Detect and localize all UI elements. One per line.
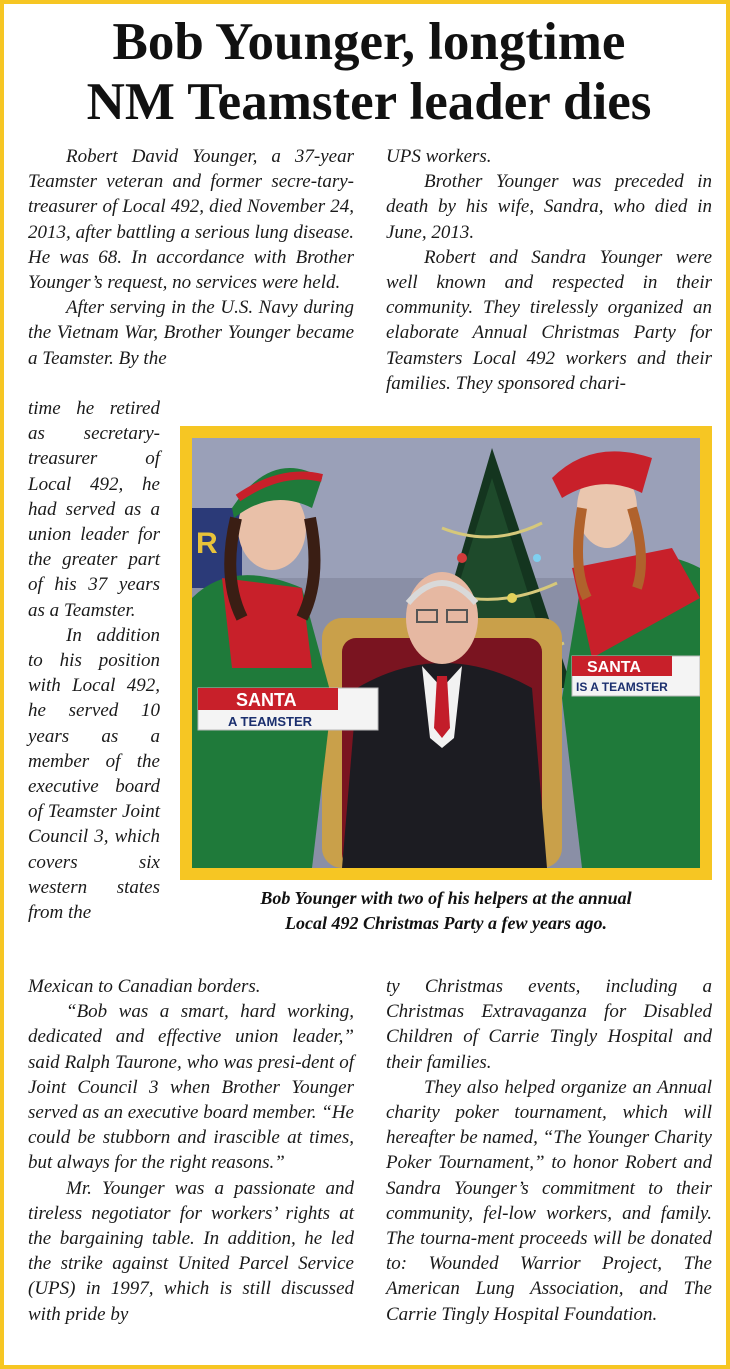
banner-letter: R [196, 527, 218, 560]
paragraph-ups: UPS workers. [386, 146, 492, 167]
column-right-bottom [386, 974, 712, 1327]
paragraph-quote: “Bob was a smart, hard working, dedicated and effective union leader,” said Ralph Taurone, who was presi-dent of Joint Council 3 when Brother Younger served as an executive board member. “He could be stubborn and irascible at times, but always for the right reasons.” [28, 1001, 354, 1174]
sign-left-text-2: A TEAMSTER [228, 714, 313, 729]
paragraph-intro: Robert David Younger, a 37-year Teamster veteran and former secre-tary-treasurer of Local 492, died November 24, 2013, after battling a serious lung disease. He was 68. In accordance with Brother Younger’s request, no services were held. [28, 146, 354, 294]
column-narrow [28, 396, 160, 925]
caption-line-1: Bob Younger with two of his helpers at the annual [260, 888, 632, 908]
column-right-top [386, 144, 712, 396]
sign-right-text-2: IS A TEAMSTER [576, 680, 668, 694]
ornament [507, 593, 517, 603]
paragraph-preceded: Brother Younger was preceded in death by his wife, Sandra, who died in June, 2013. [386, 171, 712, 243]
paragraph-position: In addition to his position with Local 492, he served 10 years as a member of the executive board of Teamster Joint Council 3, which covers six western states from the [28, 624, 160, 924]
headline [4, 12, 730, 132]
photo-frame [180, 426, 712, 880]
paragraph-negotiator: Mr. Younger was a passionate and tireless negotiator for workers’ rights at the bargaining table. In addition, he led the strike against United Parcel Service (UPS) in 1997, which is still discussed with pride by [28, 1177, 354, 1325]
paragraph-charity: ty Christmas events, including a Christmas Extravaganza for Disabled Children of Carrie Tingly Hospital and their families. [386, 976, 712, 1073]
ornament [533, 554, 541, 562]
column-left-top [28, 144, 354, 371]
headline-line-2: NM Teamster leader dies [86, 73, 652, 131]
paragraph-retired: time he retired as secretary-treasurer of Local 492, he had served as a union leader for the greater part of his 37 years as a Teamster. [28, 398, 160, 621]
photo-caption [180, 886, 712, 936]
ornament [457, 553, 467, 563]
headline-line-1: Bob Younger, longtime [112, 13, 626, 71]
paragraph-poker: They also helped organize an Annual charity poker tournament, which will hereafter be named, “The Younger Charity Poker Tournament,” to honor Robert and Sandra Younger’s commitment to their community, fel-low workers, and family. The tourna-ment proceeds will be donated to: Wounded Warrior Project, The American Lung Association, and The Carrie Tingly Hospital Foundation. [386, 1076, 712, 1325]
sign-left-text-1: SANTA [236, 690, 297, 710]
paragraph-borders: Mexican to Canadian borders. [28, 976, 261, 997]
christmas-party-photo [192, 438, 700, 868]
paragraph-community: Robert and Sandra Younger were well known and respected in their community. They tirelessly organized an elaborate Annual Christmas Party for Teamsters Local 492 workers and their families. They sponsored chari- [386, 246, 712, 394]
column-left-bottom [28, 974, 354, 1327]
paragraph-navy: After serving in the U.S. Navy during the Vietnam War, Brother Younger became a Teamster. By the [28, 297, 354, 369]
sign-right-text-1: SANTA [587, 659, 641, 676]
caption-line-2: Local 492 Christmas Party a few years ago. [285, 913, 607, 933]
